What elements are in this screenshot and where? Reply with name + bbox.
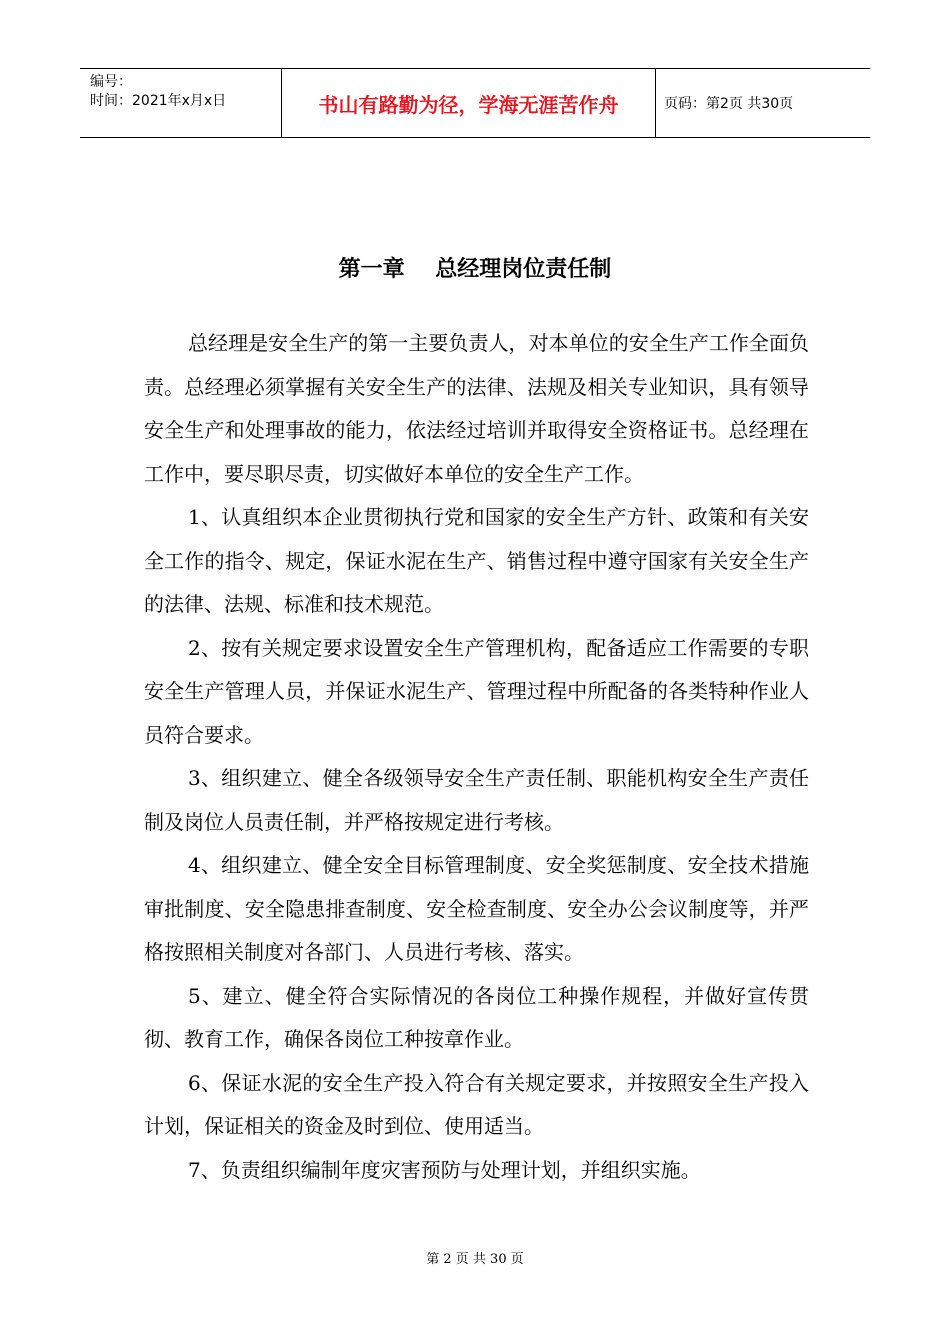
header-motto: 书山有路勤为径，学海无涯苦作舟 — [282, 69, 656, 137]
document-date-label: 时间：2021年x月x日 — [90, 93, 227, 109]
header-meta-cell — [80, 69, 282, 137]
paragraph-item-7: 7、负责组织编制年度灾害预防与处理计划，并组织实施。 — [188, 1157, 701, 1182]
header-page-info: 页码：第2页 共30页 — [664, 96, 794, 112]
header-table — [80, 68, 870, 138]
paragraph-item-6: 6、保证水泥的安全生产投入符合有关规定要求，并按照安全生产投入计划，保证相关的资金及时到位、使用适当。 — [144, 1070, 809, 1138]
paragraph-intro: 总经理是安全生产的第一主要负责人，对本单位的安全生产工作全面负责。总经理必须掌握有关安全生产的法律、法规及相关专业知识，具有领导安全生产和处理事故的能力，依法经过培训并取得安全资格证书。总经理在工作中，要尽职尽责，切实做好本单位的安全生产工作。 — [144, 331, 809, 486]
page-footer: 第 2 页 共 30 页 — [426, 1252, 524, 1267]
paragraph-item-5: 5、建立、健全符合实际情况的各岗位工种操作规程，并做好宣传贯彻、教育工作，确保各岗位工种按章作业。 — [144, 983, 809, 1051]
paragraph-item-1: 1、认真组织本企业贯彻执行党和国家的安全生产方针、政策和有关安全工作的指令、规定，保证水泥在生产、销售过程中遵守国家有关安全生产的法律、法规、标准和技术规范。 — [144, 505, 809, 616]
document-body — [144, 322, 809, 1192]
paragraph-item-2: 2、按有关规定要求设置安全生产管理机构，配备适应工作需要的专职安全生产管理人员，并保证水泥生产、管理过程中所配备的各类特种作业人员符合要求。 — [144, 635, 809, 747]
paragraph-item-4: 4、组织建立、健全安全目标管理制度、安全奖惩制度、安全技术措施审批制度、安全隐患排查制度、安全检查制度、安全办公会议制度等，并严格按照相关制度对各部门、人员进行考核、落实。 — [144, 853, 809, 964]
paragraph-item-3: 3、组织建立、健全各级领导安全生产责任制、职能机构安全生产责任制及岗位人员责任制，并严格按规定进行考核。 — [144, 766, 809, 834]
chapter-title: 第一章 总经理岗位责任制 — [338, 257, 612, 282]
document-number-label: 编号： — [90, 74, 132, 90]
